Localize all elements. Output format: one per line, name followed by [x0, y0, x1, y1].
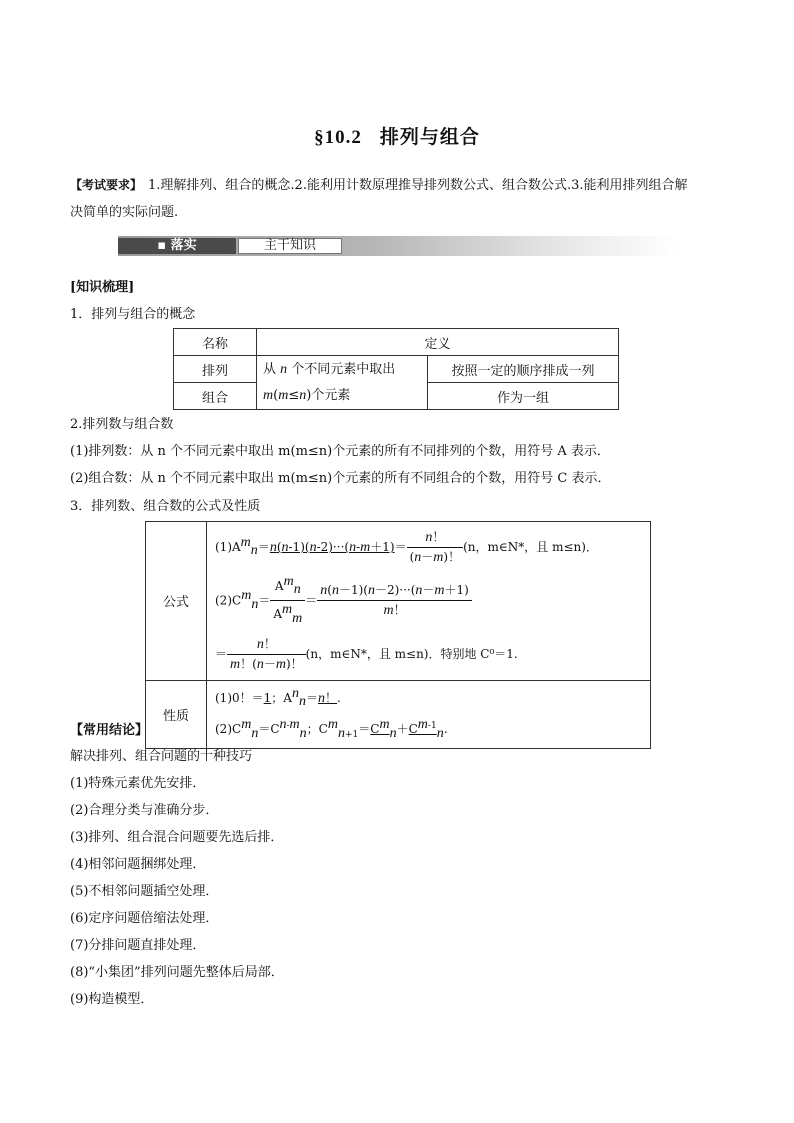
conclusion-item: (7)分排问题直排处理．	[70, 938, 206, 953]
conclusions-intro: 解决排列、组合问题的十种技巧	[70, 749, 253, 764]
table1-row2-name: 组合	[174, 383, 257, 410]
conclusion-item: (9)构造模型．	[70, 992, 154, 1007]
item2-title: 2.排列数与组合数	[70, 417, 174, 432]
table1-header-def: 定义	[257, 329, 619, 356]
conclusion-item: (2)合理分类与准确分步．	[70, 803, 219, 818]
conclusions-heading: 【常用结论】	[70, 723, 149, 738]
property-label: 性质	[146, 680, 207, 748]
formula-table	[145, 521, 651, 749]
conclusion-item: (1)特殊元素优先安排．	[70, 776, 206, 791]
requirements-tag: 【考试要求】	[70, 178, 143, 192]
item2-1: (1)排列数：从 n 个不同元素中取出 m(m≤n)个元素的所有不同排列的个数，用符号 A 表示．	[70, 444, 610, 459]
formula-cell	[207, 522, 651, 681]
conclusion-item: (8)“小集团”排列问题先整体后局部．	[70, 965, 284, 980]
banner-dark-label: ▪ 落实	[118, 238, 236, 254]
item3-title: 3．排列数、组合数的公式及性质	[70, 499, 261, 514]
formula-c1: $(2)C^m_n=$ $\frac{A^m_n}{A^m_m}$ ＝ $\frac{n(n-1)(n-2)\cdot\cdot\cdot(n-m+1)}{m!}$	[215, 573, 642, 629]
item1-title: 1．排列与组合的概念	[70, 307, 196, 322]
section-number: §10.2	[314, 127, 362, 148]
banner-light-label: 主干知识	[238, 238, 342, 254]
knowledge-heading: [知识梳理]	[70, 280, 135, 295]
conclusion-item: (3)排列、组合混合问题要先选后排．	[70, 830, 284, 845]
table1-row1-name: 排列	[174, 356, 257, 383]
table1-header-name: 名称	[174, 329, 257, 356]
title-text: 排列与组合	[379, 126, 480, 148]
conclusion-item: (4)相邻问题捆绑处理．	[70, 857, 206, 872]
section-banner	[118, 236, 678, 256]
formula-a: $(1)A^m_n=n(n-1)(n-2)\cdot\cdot\cdot(n-m+1)=$ $\frac{n!}{(n-m)!}$ (n，m∈N*，且 m≤n)．	[215, 530, 598, 565]
conclusion-item: (5)不相邻问题插空处理．	[70, 884, 219, 899]
item2-2: (2)组合数：从 n 个不同元素中取出 m(m≤n)个元素的所有不同组合的个数，用符号 C 表示．	[70, 471, 611, 486]
requirements-line1: 1.理解排列、组合的概念.2.能利用计数原理推导排列数公式、组合数公式.3.能利用排列组合解	[148, 178, 688, 193]
exam-requirements	[70, 172, 730, 226]
page-title	[0, 122, 794, 149]
table1-row2-def: 作为一组	[428, 383, 619, 410]
table1-row1-def: 按照一定的顺序排成一列	[428, 356, 619, 383]
property-1: (1)0！＝1；$A^n_n=n$！.	[215, 685, 341, 710]
conclusion-item: (6)定序问题倍缩法处理．	[70, 911, 219, 926]
formula-c2: ＝ $\frac{n!}{m!(n-m)!}$ (n，m∈N*，且 m≤n)．特别地 C⁰＝1.	[215, 636, 518, 672]
property-2: $(2)C^m_n=C^{n-m}_n$；$C^m_{n+1}=C^m_n+C^{m-1}_n$.	[215, 717, 448, 741]
property-cell	[207, 680, 651, 748]
table1-shared-def: 从 n 个不同元素中取出 m(m≤n)个元素	[257, 356, 428, 410]
requirements-line2: 决简单的实际问题.	[70, 205, 179, 220]
concept-table	[173, 328, 619, 410]
formula-label: 公式	[146, 522, 207, 681]
